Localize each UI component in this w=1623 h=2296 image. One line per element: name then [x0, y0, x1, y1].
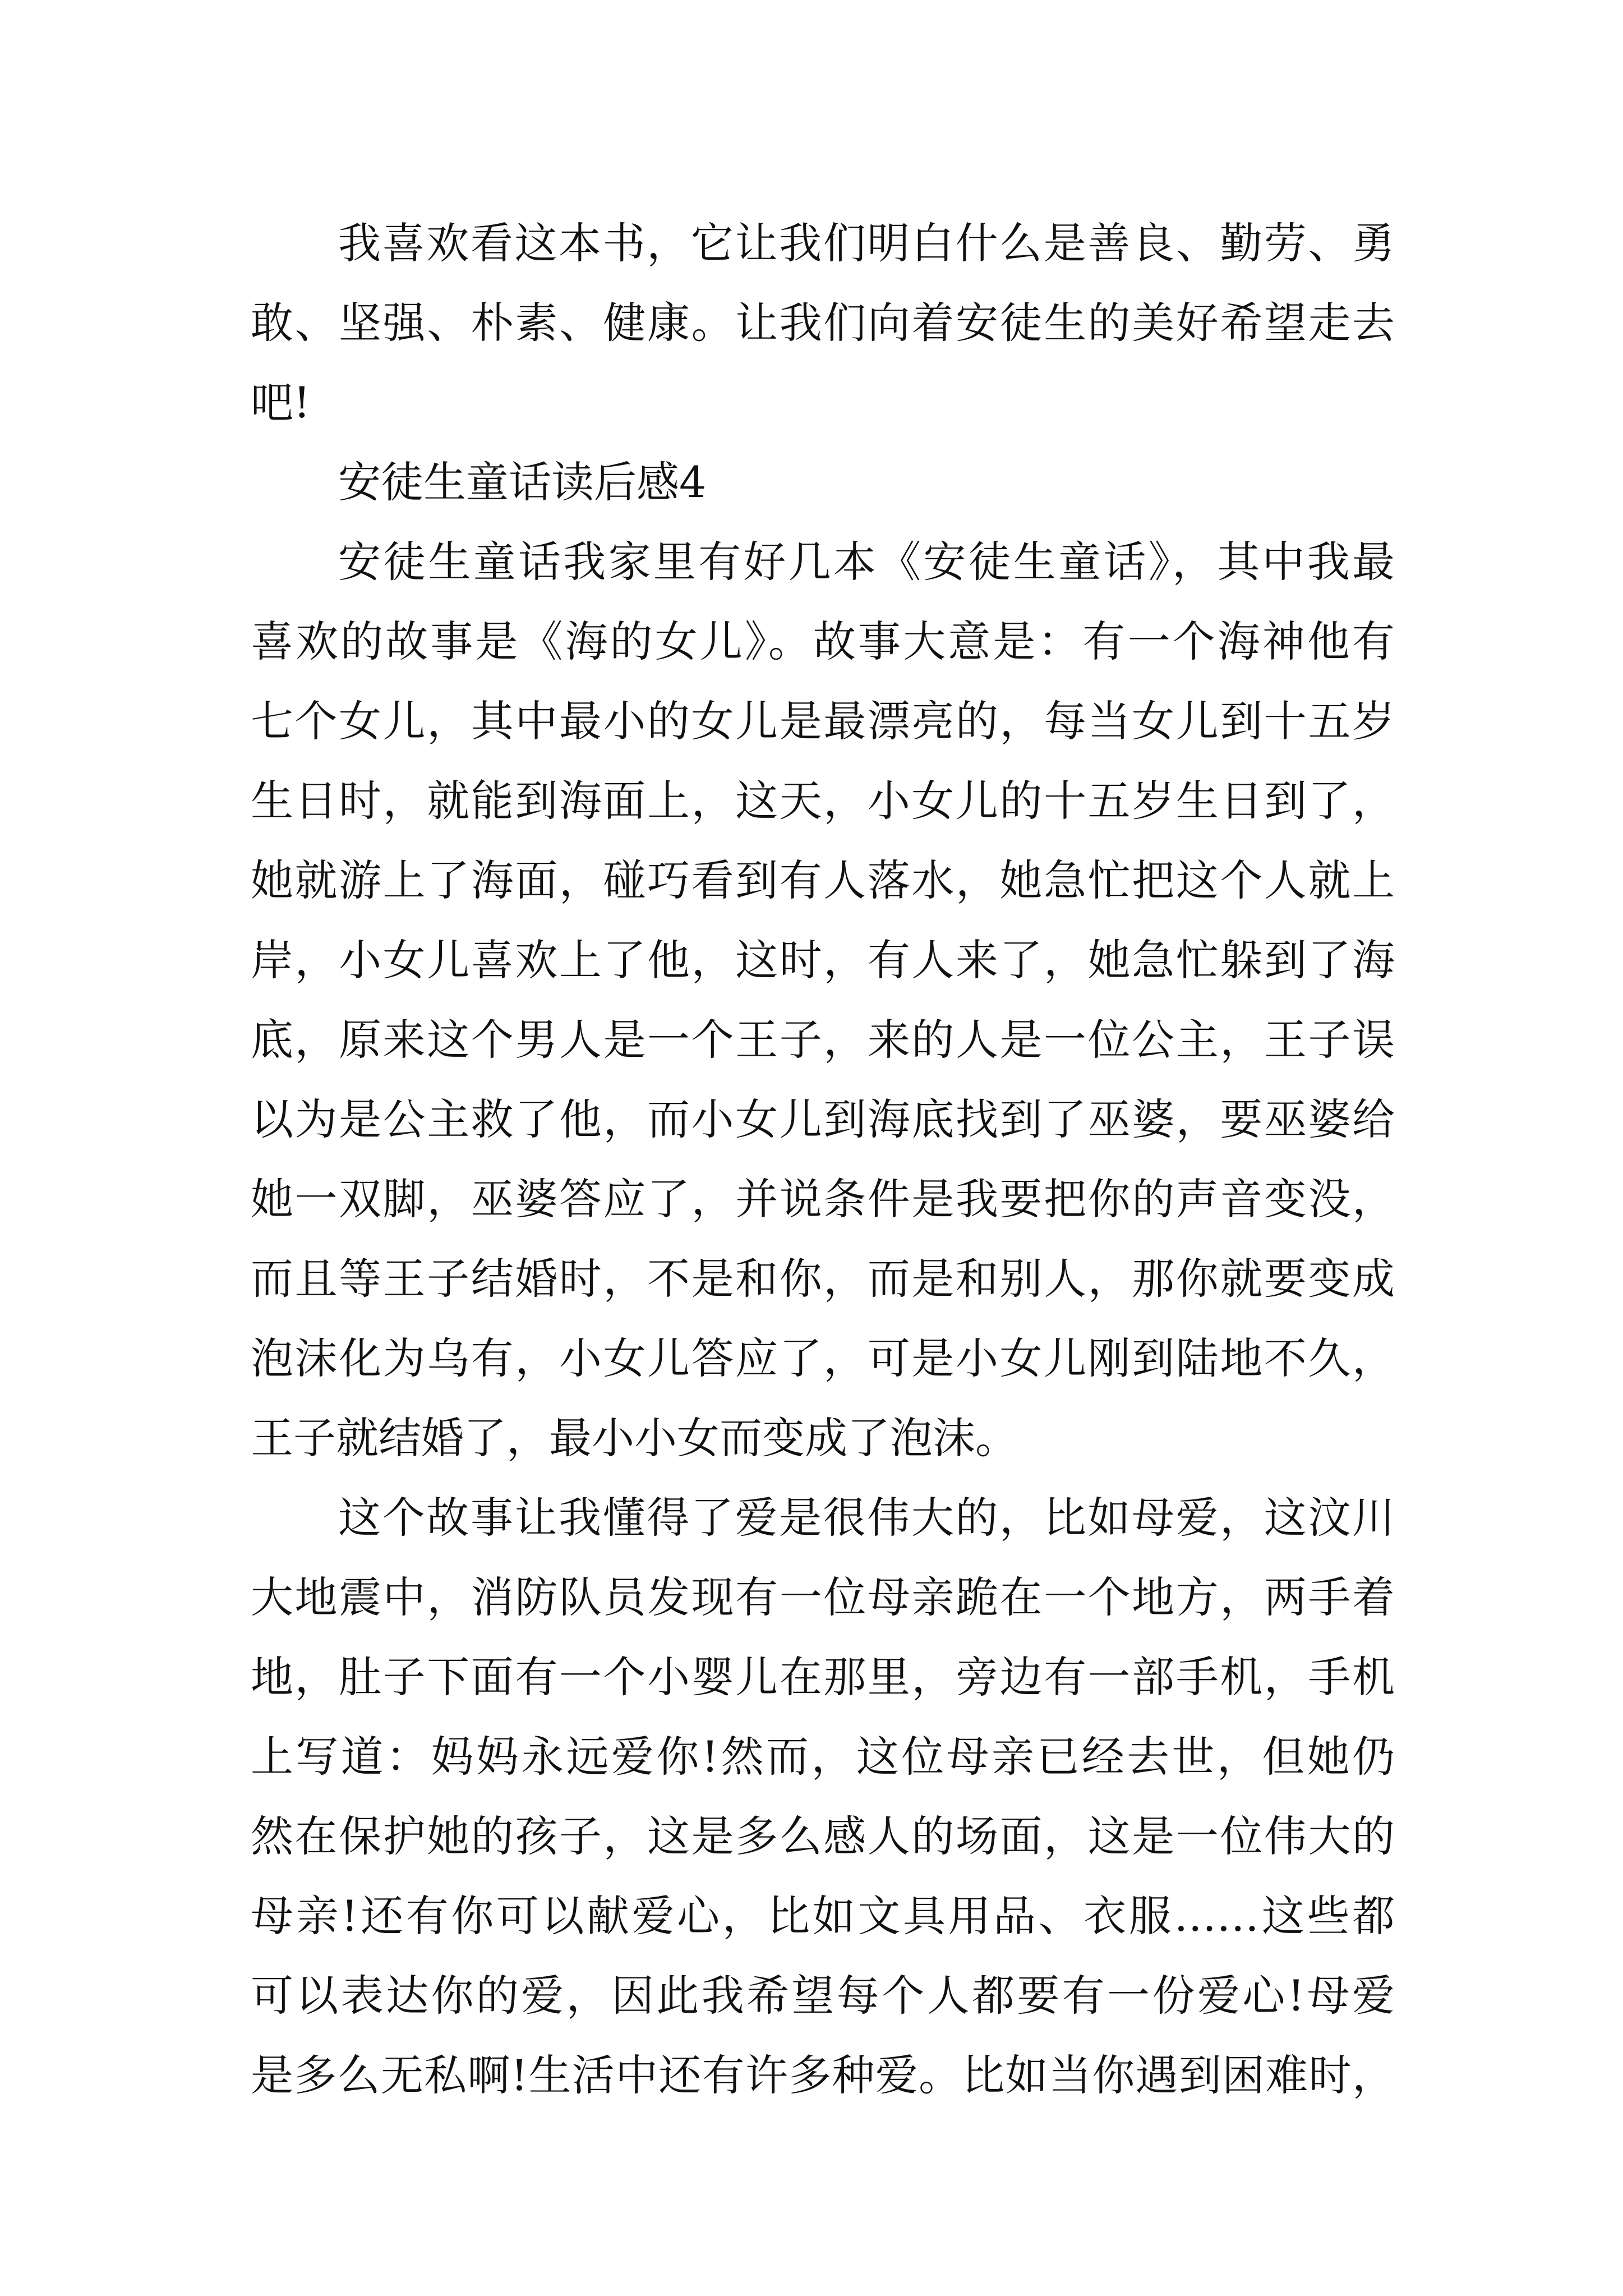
section-heading-text: 安徒生童话读后感4 [338, 457, 707, 507]
paragraph-line: 上写道：妈妈永远爱你!然而，这位母亲已经去世，但她仍 [251, 1732, 1395, 1782]
document-body [251, 204, 1395, 2115]
section-heading [251, 443, 1395, 522]
paragraph-line: 喜欢的故事是《海的女儿》。故事大意是：有一个海神他有 [251, 616, 1395, 666]
paragraph-line: 敢、坚强、朴素、健康。让我们向着安徒生的美好希望走去 [251, 298, 1395, 348]
paragraph-line: 大地震中，消防队员发现有一位母亲跪在一个地方，两手着 [251, 1572, 1395, 1622]
paragraph-line: 是多么无私啊!生活中还有许多种爱。比如当你遇到困难时， [251, 2050, 1395, 2100]
paragraph-line: 我喜欢看这本书，它让我们明白什么是善良、勤劳、勇 [338, 218, 1395, 268]
paragraph-line: 而且等王子结婚时，不是和你，而是和别人，那你就要变成 [251, 1254, 1395, 1304]
paragraph-story-summary [251, 522, 1395, 1478]
paragraph-line: 泡沫化为乌有，小女儿答应了，可是小女儿刚到陆地不久， [251, 1333, 1395, 1383]
paragraph-line: 可以表达你的爱，因此我希望每个人都要有一份爱心!母爱 [251, 1971, 1395, 2021]
paragraph-line: 岸，小女儿喜欢上了他，这时，有人来了，她急忙躲到了海 [251, 935, 1395, 985]
paragraph-line: 以为是公主救了他，而小女儿到海底找到了巫婆，要巫婆给 [251, 1094, 1395, 1144]
paragraph-line: 她就游上了海面，碰巧看到有人落水，她急忙把这个人就上 [251, 855, 1395, 905]
paragraph-line: 然在保护她的孩子，这是多么感人的场面，这是一位伟大的 [251, 1811, 1395, 1861]
paragraph-line: 这个故事让我懂得了爱是很伟大的，比如母爱，这汶川 [338, 1493, 1395, 1543]
paragraph-conclusion [251, 204, 1395, 443]
paragraph-line: 她一双脚，巫婆答应了，并说条件是我要把你的声音变没， [251, 1174, 1395, 1224]
paragraph-line: 生日时，就能到海面上，这天，小女儿的十五岁生日到了， [251, 776, 1395, 826]
paragraph-line: 安徒生童话我家里有好几本《安徒生童话》，其中我最 [338, 537, 1395, 587]
paragraph-line: 母亲!还有你可以献爱心，比如文具用品、衣服……这些都 [251, 1891, 1395, 1941]
paragraph-line: 七个女儿，其中最小的女儿是最漂亮的，每当女儿到十五岁 [251, 696, 1395, 746]
paragraph-line: 王子就结婚了，最小小女而变成了泡沫。 [251, 1413, 1018, 1463]
paragraph-line: 底，原来这个男人是一个王子，来的人是一位公主，王子误 [251, 1015, 1395, 1065]
paragraph-reflection [251, 1478, 1395, 2115]
paragraph-line: 地，肚子下面有一个小婴儿在那里，旁边有一部手机，手机 [251, 1652, 1395, 1702]
paragraph-line: 吧! [251, 378, 311, 427]
